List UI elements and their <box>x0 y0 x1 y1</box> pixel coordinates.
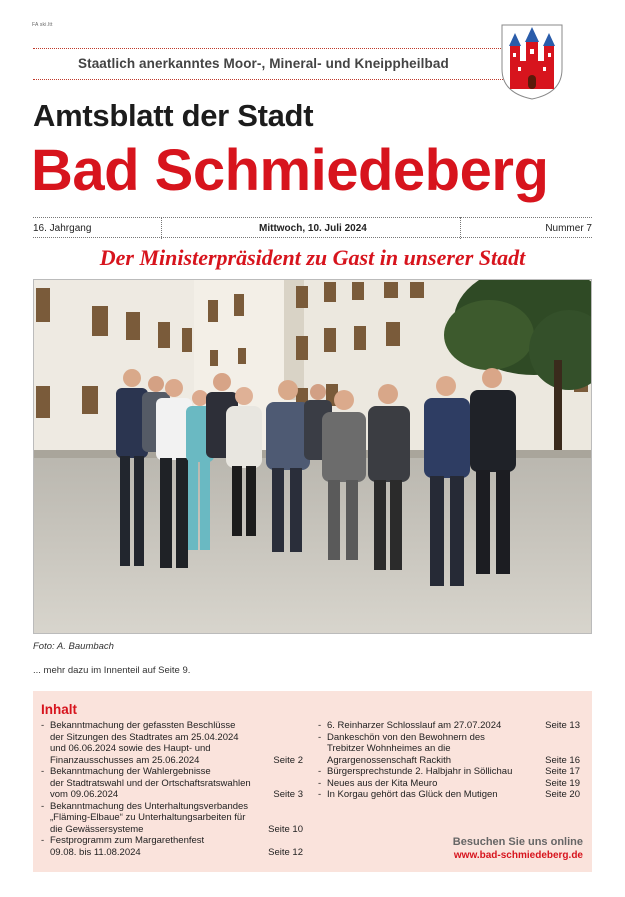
issue-separator <box>161 217 162 239</box>
contents-item-page: Seite 13 <box>545 720 580 731</box>
contents-item-text: Bekanntmachung der Wahlergebnisse der Stadtratswahl und der Ortschaftsratswahlen vom 09.06.2024 <box>50 766 251 800</box>
contents-item <box>41 835 303 858</box>
top-divider <box>33 48 515 49</box>
issue-bottom-divider <box>33 237 592 238</box>
contents-column-right <box>318 720 580 801</box>
contents-item-page: Seite 20 <box>545 789 580 800</box>
contents-item-page: Seite 16 <box>545 754 580 766</box>
bullet-dash: - <box>318 720 322 731</box>
masthead-title-line1: Amtsblatt der Stadt <box>33 98 314 133</box>
issue-number: Nummer 7 <box>545 223 592 234</box>
contents-item <box>41 801 303 836</box>
contents-item-page: Seite 19 <box>545 777 580 789</box>
bullet-dash: - <box>318 777 322 789</box>
contents-item-page: Seite 12 <box>268 846 303 858</box>
contents-item-page: Seite 17 <box>545 766 580 777</box>
website-promo-label: Besuchen Sie uns online <box>452 836 583 848</box>
contents-item-text: In Korgau gehört das Glück den Mutigen <box>327 789 498 800</box>
bullet-dash: - <box>318 731 322 743</box>
contents-item-text: Festprogramm zum Margarethenfest 09.08. bis 11.08.2024 <box>50 835 205 858</box>
issue-info-row <box>33 221 592 237</box>
issue-top-divider <box>33 217 592 218</box>
bullet-dash: - <box>41 800 45 812</box>
tagline-divider <box>33 79 515 80</box>
group-photo <box>34 280 592 634</box>
contents-item-text: Bekanntmachung des Unterhaltungsverbandes „Fläming-Elbaue“ zu Unterhaltungsarbeiten für die Gewässersysteme <box>50 800 249 835</box>
contents-item <box>318 720 580 732</box>
town-coat-of-arms-icon <box>500 23 564 101</box>
website-link[interactable]: www.bad-schmiedeberg.de <box>453 850 583 861</box>
issue-separator <box>460 217 461 239</box>
contents-item-text: Dankeschön von den Bewohnern des Trebitzer Wohnheimes an die Agrargenossenschaft Rackith <box>327 731 485 766</box>
contents-item-text: Bekanntmachung der gefassten Beschlüsse der Sitzungen des Stadtrates am 25.04.2024 und 06.06.2024 sowie des Haupt- und Finanzausschusses am 25.06.2024 <box>50 720 239 766</box>
contents-item-text: Bürgersprechstunde 2. Halbjahr in Söllichau <box>327 766 513 777</box>
contents-column-left <box>41 720 303 858</box>
contents-item <box>41 720 303 766</box>
lead-headline: Der Ministerpräsident zu Gast in unserer Stadt <box>99 245 526 270</box>
issue-date: Mittwoch, 10. Juli 2024 <box>259 223 367 234</box>
contents-item-page: Seite 10 <box>268 823 303 835</box>
bullet-dash: - <box>41 766 45 777</box>
contents-item <box>318 732 580 767</box>
masthead-title-line2: Bad Schmiedeberg <box>31 138 549 203</box>
contents-item-page: Seite 2 <box>273 754 303 766</box>
bullet-dash: - <box>318 766 322 777</box>
tagline: Staatlich anerkanntes Moor-, Mineral- und Kneippheilbad <box>78 56 449 71</box>
imprint-tag: FA ski.ltt <box>32 22 53 28</box>
bullet-dash: - <box>41 835 45 846</box>
contents-item-text: 6. Reinharzer Schlosslauf am 27.07.2024 <box>327 720 502 731</box>
continued-note: ... mehr dazu im Innenteil auf Seite 9. <box>33 665 191 676</box>
issue-year: 16. Jahrgang <box>33 223 92 234</box>
contents-item <box>41 766 303 801</box>
website-promo <box>453 836 583 861</box>
contents-item <box>318 766 580 778</box>
bullet-dash: - <box>41 720 45 731</box>
contents-item-text: Neues aus der Kita Meuro <box>327 777 438 789</box>
contents-item <box>318 789 580 801</box>
contents-box <box>33 691 592 872</box>
lead-photo <box>33 279 592 634</box>
contents-item-page: Seite 3 <box>273 789 303 800</box>
contents-title: Inhalt <box>41 702 77 717</box>
contents-item <box>318 778 580 790</box>
photo-caption: Foto: A. Baumbach <box>33 641 114 652</box>
bullet-dash: - <box>318 789 322 800</box>
